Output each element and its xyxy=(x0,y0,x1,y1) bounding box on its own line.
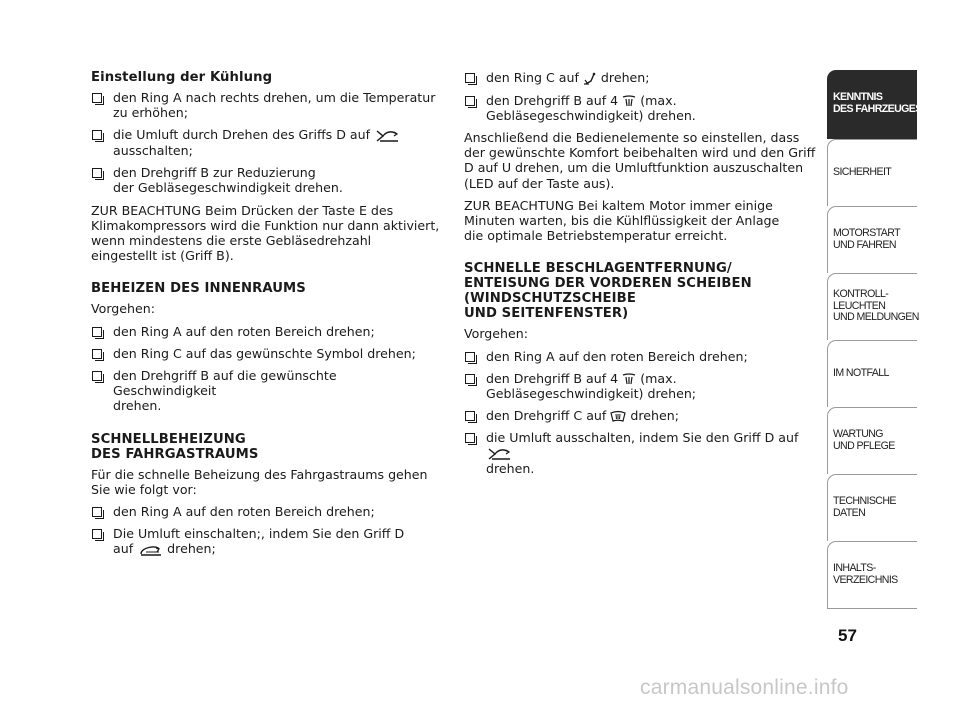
list-item: den Ring A auf den roten Bereich drehen; xyxy=(91,324,441,339)
checkbox-bullet-icon xyxy=(92,327,102,337)
list-item: den Drehgriff B auf 4 (max. Gebläsegeschwindigkeit) drehen; xyxy=(464,371,816,401)
sidebar-tab-kenntnis[interactable]: KENNTNIS DES FAHRZEUGES xyxy=(827,70,917,139)
list-item: den Drehgriff C auf drehen; xyxy=(464,408,816,423)
list-item: den Ring C auf das gewünschte Symbol drehen; xyxy=(91,346,441,361)
heading-quick-heating: SCHNELLBEHEIZUNG DES FAHRGASTRAUMS xyxy=(91,431,259,462)
heading-heating: BEHEIZEN DES INNENRAUMS xyxy=(91,281,306,297)
checkbox-bullet-icon xyxy=(465,352,475,362)
checkbox-bullet-icon xyxy=(465,96,475,106)
list-item: den Ring A auf den roten Bereich drehen; xyxy=(91,504,441,519)
note-paragraph: ZUR BEACHTUNG Bei kaltem Motor immer einige Minuten warten, bis die Kühlflüssigkeit der Anlage die optimale Betriebstemperatur erreicht. xyxy=(464,197,780,244)
max-fan-icon xyxy=(622,373,636,386)
list-item: die Umluft ausschalten, indem Sie den Griff D auf drehen. xyxy=(464,430,816,476)
list-item: Die Umluft einschalten;, indem Sie den Griff D auf drehen; xyxy=(91,526,441,557)
heading-defrost: SCHNELLE BESCHLAGENTFERNUNG/ ENTEISUNG DER VORDEREN SCHEIBEN (WINDSCHUTZSCHEIBE UND SEITENFENSTER) xyxy=(464,261,752,322)
note-paragraph: ZUR BEACHTUNG Beim Drücken der Taste E des Klimakompressors wird die Funktion nur dann aktiviert, wenn mindestens die erste Gebläsedrehzahl eingestellt ist (Griff B). xyxy=(91,202,440,264)
adjust-paragraph: Anschließend die Bedienelemente so einstellen, dass der gewünschte Komfort beibehalten wird und den Griff D auf U drehen, um die Umluftfunktion auszuschalten (LED auf der Taste aus). xyxy=(464,129,816,191)
max-fan-icon xyxy=(622,95,636,108)
intro-paragraph: Für die schnelle Beheizung des Fahrgastraums gehen Sie wie folgt vor: xyxy=(91,466,428,497)
defrost-icon xyxy=(610,410,626,423)
list-item: den Ring A nach rechts drehen, um die Temperatur zu erhöhen; xyxy=(91,90,441,120)
checkbox-bullet-icon xyxy=(92,371,102,381)
sidebar-tab-sicherheit[interactable]: SICHERHEIT xyxy=(827,139,917,206)
list-item: den Ring A auf den roten Bereich drehen; xyxy=(464,349,816,364)
procedure-label: Vorgehen: xyxy=(91,301,155,317)
checkbox-bullet-icon xyxy=(92,93,102,103)
chapter-sidebar xyxy=(827,70,922,609)
watermark: carmanualsonline.info xyxy=(640,676,849,699)
left-column xyxy=(91,70,441,564)
checkbox-bullet-icon xyxy=(92,507,102,517)
recirculation-off-icon xyxy=(374,129,400,143)
checkbox-bullet-icon xyxy=(465,433,475,443)
checkbox-bullet-icon xyxy=(92,529,102,539)
sidebar-tab-motorstart[interactable]: MOTORSTART UND FAHREN xyxy=(827,206,917,273)
sidebar-tab-technische-daten[interactable]: TECHNISCHE DATEN xyxy=(827,474,917,541)
procedure-label: Vorgehen: xyxy=(464,326,528,342)
list-item: den Drehgriff B auf die gewünschte Geschwindigkeit drehen. xyxy=(91,368,441,414)
checkbox-bullet-icon xyxy=(465,73,475,83)
sidebar-tab-kontrollleuchten[interactable]: KONTROLL- LEUCHTEN UND MELDUNGEN xyxy=(827,273,917,340)
heading-cooling: Einstellung der Kühlung xyxy=(91,70,273,85)
list-item: den Drehgriff B auf 4 (max. Gebläsegeschwindigkeit) drehen. xyxy=(464,93,816,123)
sidebar-tab-wartung[interactable]: WARTUNG UND PFLEGE xyxy=(827,407,917,474)
footwell-vent-icon xyxy=(583,72,597,86)
list-item: die Umluft durch Drehen des Griffs D auf ausschalten; xyxy=(91,127,441,158)
checkbox-bullet-icon xyxy=(92,130,102,140)
checkbox-bullet-icon xyxy=(465,374,475,384)
checkbox-bullet-icon xyxy=(92,349,102,359)
checkbox-bullet-icon xyxy=(465,411,475,421)
checkbox-bullet-icon xyxy=(92,168,102,178)
page-number: 57 xyxy=(838,626,857,645)
list-item: den Drehgriff B zur Reduzierung der Gebläsegeschwindigkeit drehen. xyxy=(91,165,441,195)
sidebar-tab-inhaltsverzeichnis[interactable]: INHALTS- VERZEICHNIS xyxy=(827,541,917,608)
recirculation-off-icon xyxy=(486,447,512,461)
sidebar-tab-im-notfall[interactable]: IM NOTFALL xyxy=(827,340,917,407)
sidebar-divider xyxy=(827,608,917,609)
right-column xyxy=(464,70,816,483)
recirculation-on-icon xyxy=(137,543,163,557)
list-item: den Ring C auf drehen; xyxy=(464,70,816,86)
